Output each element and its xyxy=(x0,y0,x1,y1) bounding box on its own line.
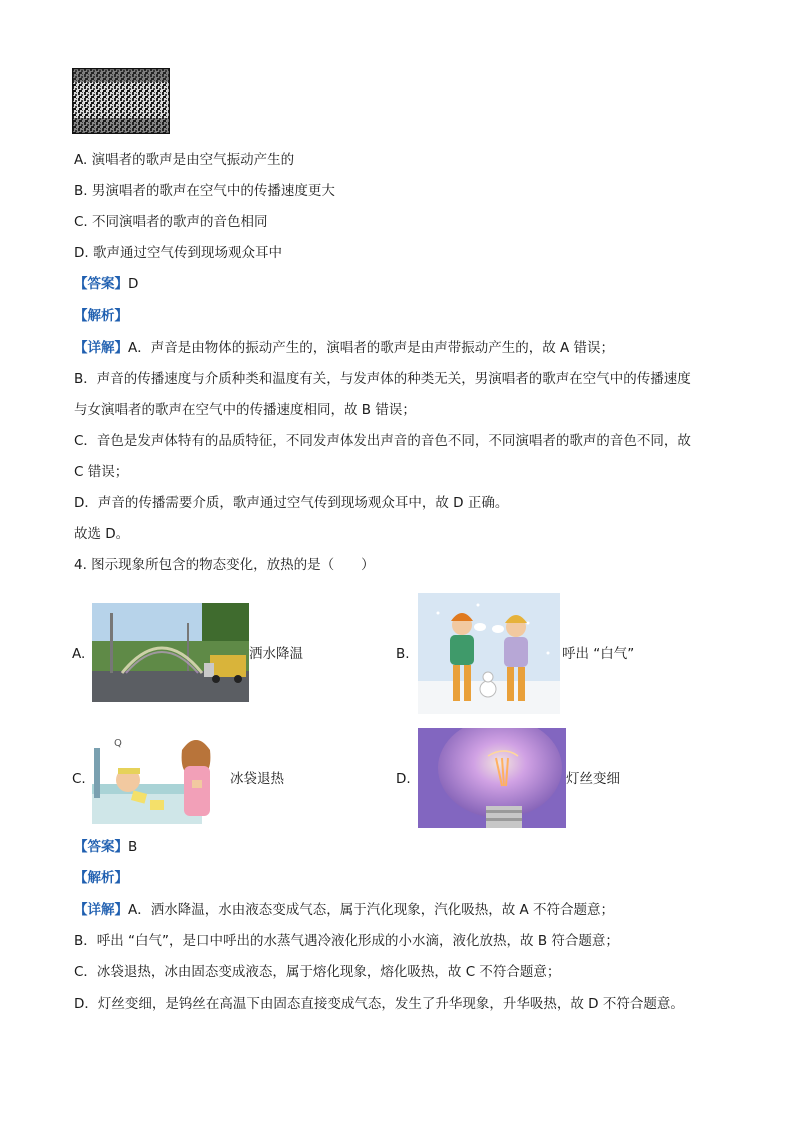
q3-line-b: B．声音的传播速度与介质种类和温度有关，与发声体的种类无关，男演唱者的歌声在空气中的传播速度 xyxy=(74,371,691,387)
q4-answer xyxy=(74,838,137,856)
q3-option-a: A. 演唱者的歌声是由空气振动产生的 xyxy=(74,152,295,168)
q4-stem: 4. 图示现象所包含的物态变化，放热的是（ ） xyxy=(74,557,375,573)
q4-option-d-text: 灯丝变细 xyxy=(566,771,620,787)
q3-line-c: C．音色是发声体特有的品质特征，不同发声体发出声音的音色不同，不同演唱者的歌声的音色不同，故 xyxy=(74,433,691,449)
answer-tag: 【答案】 xyxy=(74,276,128,292)
detail-text: A．洒水降温，水由液态变成气态，属于汽化现象，汽化吸热，故 A 不符合题意； xyxy=(128,902,615,918)
q4-line-c: C．冰袋退热，冰由固态变成液态，属于熔化现象，熔化吸热，故 C 不符合题意； xyxy=(74,964,561,980)
sprinkler-photo xyxy=(92,603,249,702)
q4-line-d: D．灯丝变细，是钨丝在高温下由固态直接变成气态，发生了升华现象，升华吸热，故 D 不符合题意。 xyxy=(74,996,684,1012)
answer-value: B xyxy=(128,839,138,855)
q3-line-b2: 与女演唱者的歌声在空气中的传播速度相同，故 B 错误； xyxy=(74,402,416,418)
q4-detail-line xyxy=(74,901,614,919)
detail-tag: 【详解】 xyxy=(74,340,128,356)
q4-option-c-text: 冰袋退热 xyxy=(230,771,284,787)
answer-tag: 【答案】 xyxy=(74,839,128,855)
q4-option-d-letter: D. xyxy=(396,771,411,787)
q3-analysis-tag: 【解析】 xyxy=(74,308,128,324)
q3-answer xyxy=(74,275,138,293)
detail-tag: 【详解】 xyxy=(74,902,128,918)
q4-option-a-text: 洒水降温 xyxy=(249,646,303,662)
ice-bag-cartoon xyxy=(92,730,230,824)
q3-line-d: D．声音的传播需要介质，歌声通过空气传到现场观众耳中，故 D 正确。 xyxy=(74,495,509,511)
q4-option-b-letter: B. xyxy=(396,646,410,662)
q4-option-a-letter: A. xyxy=(72,646,86,662)
q3-option-c: C. 不同演唱者的歌声的音色相同 xyxy=(74,214,268,230)
q4-analysis-tag: 【解析】 xyxy=(74,870,128,886)
concert-photo xyxy=(72,68,170,134)
q4-option-b-text: 呼出 “白气” xyxy=(562,646,635,662)
q3-conclusion: 故选 D。 xyxy=(74,526,130,542)
q4-option-c-letter: C. xyxy=(72,771,86,787)
kids-cartoon xyxy=(418,593,560,714)
q3-detail-line xyxy=(74,339,614,357)
q3-option-d: D. 歌声通过空气传到现场观众耳中 xyxy=(74,245,282,261)
answer-value: D xyxy=(128,276,139,292)
q3-line-c2: C 错误； xyxy=(74,464,129,480)
svg-text:Q: Q xyxy=(114,738,122,749)
q4-line-b: B．呼出 “白气”，是口中呼出的水蒸气遇冷液化形成的小水滴，液化放热，故 B 符合题意； xyxy=(74,933,619,949)
q3-option-b: B. 男演唱者的歌声在空气中的传播速度更大 xyxy=(74,183,335,199)
detail-text: A．声音是由物体的振动产生的，演唱者的歌声是由声带振动产生的，故 A 错误； xyxy=(128,340,615,356)
light-bulb-photo xyxy=(418,728,566,828)
